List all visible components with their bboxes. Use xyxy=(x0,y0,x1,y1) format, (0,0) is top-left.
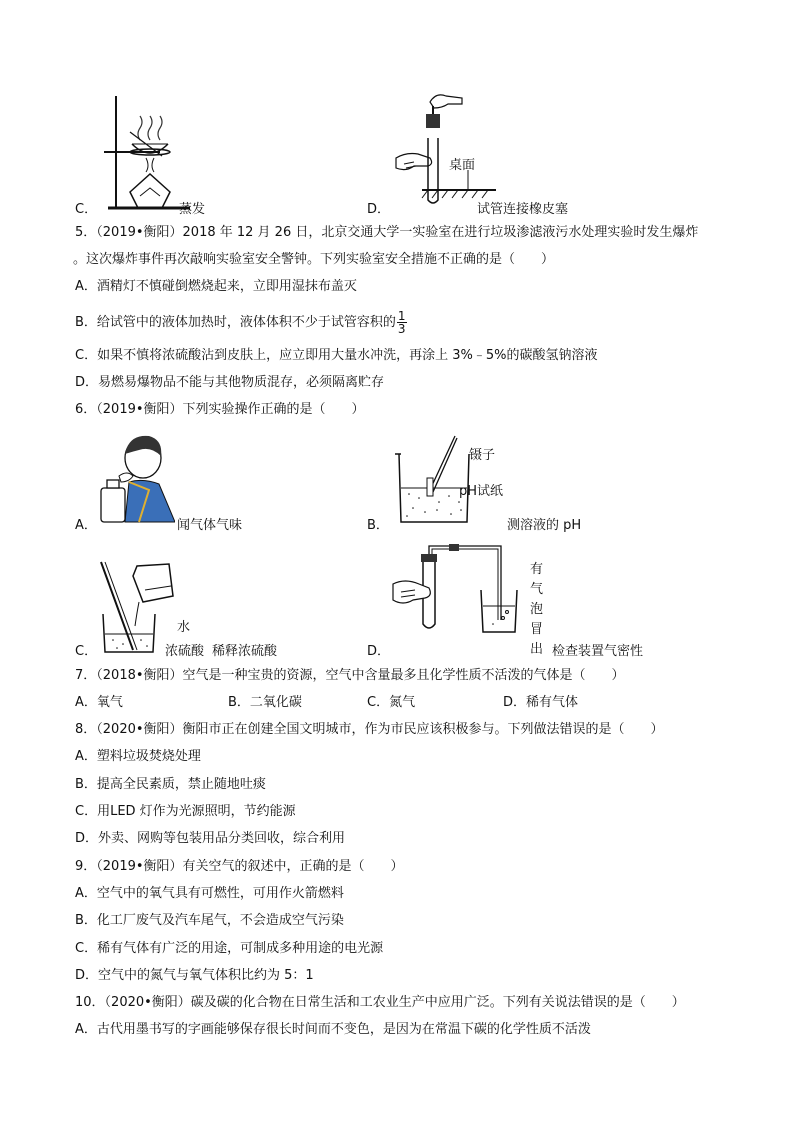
desk-label: 桌面 xyxy=(449,158,476,173)
question-7-stem: 7．（2018•衡阳）空气是一种宝贵的资源，空气中含量最多且化学性质不活泼的气体是（ ） xyxy=(75,668,625,683)
q6-option-b xyxy=(367,432,627,532)
question-8-option-b: B．提高全民素质，禁止随地吐痰 xyxy=(75,777,266,792)
smelling-gas-figure xyxy=(99,432,175,524)
option-c: C．氮气 xyxy=(367,695,416,710)
option-d: D．稀有气体 xyxy=(503,695,579,710)
question-9-option-b: B．化工厂废气及汽车尾气，不会造成空气污染 xyxy=(75,913,344,928)
option-letter: B． xyxy=(367,518,389,533)
question-5-option-a: A．酒精灯不慎碰倒燃烧起来，立即用湿抹布盖灭 xyxy=(75,279,357,294)
question-5-stem-cont: 。这次爆炸事件再次敲响实验室安全警钟。下列实验室安全措施不正确的是（ ） xyxy=(73,252,555,267)
acid-label: 浓硫酸 xyxy=(165,644,205,659)
q6-option-c xyxy=(75,556,335,660)
option-letter: D． xyxy=(367,202,391,217)
option-caption: 闻气体气味 xyxy=(177,518,243,533)
q4-option-c xyxy=(75,92,325,216)
q4-option-d xyxy=(367,84,647,216)
q6-option-d xyxy=(367,540,657,660)
question-9-option-c: C．稀有气体有广泛的用途，可制成多种用途的电光源 xyxy=(75,941,384,956)
question-5-option-b xyxy=(75,310,407,335)
option-letter: D． xyxy=(367,644,391,659)
airtightness-check-figure xyxy=(389,540,519,636)
option-b-text: B．给试管中的液体加热时，液体体积不少于试管容积的 xyxy=(75,315,396,330)
question-9-option-a: A．空气中的氧气具有可燃性，可用作火箭燃料 xyxy=(75,886,344,901)
question-5-stem: 5．（2019•衡阳）2018 年 12 月 26 日，北京交通大学一实验室在进行垃圾渗滤液污水处理实验时发生爆炸 xyxy=(75,225,699,240)
ph-paper-label: pH试纸 xyxy=(459,484,504,499)
question-5-option-d: D．易燃易爆物品不能与其他物质混存，必须隔离贮存 xyxy=(75,375,385,390)
option-caption: 稀释浓硫酸 xyxy=(212,644,278,659)
tweezers-label: 镊子 xyxy=(469,448,496,463)
evaporation-apparatus-figure xyxy=(100,92,190,216)
option-caption: 测溶液的 pH xyxy=(507,518,582,533)
question-6-stem: 6．（2019•衡阳）下列实验操作正确的是（ ） xyxy=(75,402,365,417)
bubbles-label-vertical: 有 气 泡 冒 出 xyxy=(530,562,544,657)
option-letter: C． xyxy=(75,644,98,659)
question-8-option-a: A．塑料垃圾焚烧处理 xyxy=(75,749,201,764)
ph-test-beaker-figure xyxy=(393,432,473,526)
option-caption: 试管连接橡皮塞 xyxy=(477,202,569,217)
water-label: 水 xyxy=(177,620,191,635)
option-caption: 检查装置气密性 xyxy=(552,644,644,659)
q6-option-a xyxy=(75,432,335,532)
question-8-option-c: C．用LED 灯作为光源照明，节约能源 xyxy=(75,804,296,819)
question-9-stem: 9．（2019•衡阳）有关空气的叙述中，正确的是（ ） xyxy=(75,859,404,874)
question-7-options xyxy=(75,694,675,712)
option-caption: 蒸发 xyxy=(179,202,206,217)
question-8-stem: 8．（2020•衡阳）衡阳市正在创建全国文明城市，作为市民应该积极参与。下列做法错误的是（ ） xyxy=(75,722,664,737)
question-9-option-d: D．空气中的氮气与氧气体积比约为 5：1 xyxy=(75,968,314,983)
test-tube-stopper-figure xyxy=(392,84,497,210)
fraction-one-third: $\frac{1}{3}$ xyxy=(397,309,406,336)
question-10-option-a: A．古代用墨书写的字画能够保存很长时间而不变色，是因为在常温下碳的化学性质不活泼 xyxy=(75,1022,591,1037)
option-b: B．二氧化碳 xyxy=(228,695,302,710)
option-letter: C． xyxy=(75,202,98,217)
question-10-stem: 10．（2020•衡阳）碳及碳的化合物在日常生活和工农业生产中应用广泛。下列有关说法错误的是（ ） xyxy=(75,995,685,1010)
option-letter: A． xyxy=(75,518,97,533)
question-8-option-d: D．外卖、网购等包装用品分类回收，综合利用 xyxy=(75,831,346,846)
option-a: A．氧气 xyxy=(75,695,123,710)
question-5-option-c: C．如果不慎将浓硫酸沾到皮肤上，应立即用大量水冲洗，再涂上 3%﹣5%的碳酸氢钠溶液 xyxy=(75,348,598,363)
